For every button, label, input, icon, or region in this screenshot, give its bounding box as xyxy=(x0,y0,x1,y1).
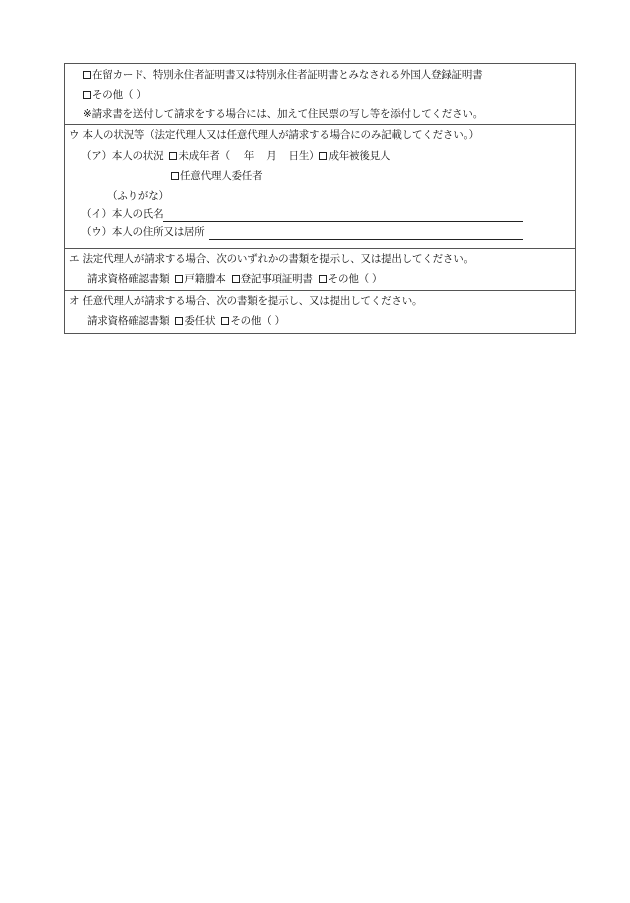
mail-request-note: ※請求書を送付して請求をする場合には、加えて住民票の写し等を添付してください。 xyxy=(83,108,483,120)
principal-name-label: （イ）本人の氏名 xyxy=(81,208,164,220)
furigana-label: （ふりがな） xyxy=(107,190,169,202)
adult-ward-checkbox[interactable] xyxy=(319,152,327,160)
voluntary-agent-docs-label: 請求資格確認書類 xyxy=(87,315,170,327)
power-of-attorney-label: 委任状 xyxy=(184,315,216,327)
legal-representative-docs-row xyxy=(87,273,382,286)
principal-of-agent-option xyxy=(171,170,262,183)
residence-card-option xyxy=(83,69,482,82)
registry-certificate-checkbox[interactable] xyxy=(232,275,240,283)
principal-status-row xyxy=(81,150,390,163)
other-document-label: その他（ ） xyxy=(92,89,147,101)
request-form-table xyxy=(64,63,576,334)
legal-other-checkbox[interactable] xyxy=(319,275,327,283)
other-document-checkbox[interactable] xyxy=(83,91,91,99)
principal-status-heading: ウ 本人の状況等（法定代理人又は任意代理人が請求する場合にのみ記載してください。） xyxy=(69,129,479,141)
voluntary-agent-heading: オ 任意代理人が請求する場合、次の書類を提示し、又は提出してください。 xyxy=(69,295,423,307)
identification-documents-section xyxy=(65,64,575,124)
principal-of-agent-label: 任意代理人委任者 xyxy=(180,170,263,182)
principal-status-section xyxy=(65,124,575,248)
other-document-option xyxy=(83,89,147,102)
registry-certificate-label: 登記事項証明書 xyxy=(240,273,313,285)
voluntary-other-checkbox[interactable] xyxy=(221,317,229,325)
family-register-checkbox[interactable] xyxy=(175,275,183,283)
voluntary-other-label: その他（ ） xyxy=(230,315,285,327)
legal-representative-docs-label: 請求資格確認書類 xyxy=(87,273,170,285)
principal-status-label: （ア）本人の状況 xyxy=(81,150,164,162)
residence-card-checkbox[interactable] xyxy=(83,71,91,79)
principal-address-field[interactable] xyxy=(209,239,523,240)
legal-other-label: その他（ ） xyxy=(327,273,383,285)
birth-day-label: 日生） xyxy=(288,150,320,162)
birth-month-label: 月 xyxy=(266,150,277,162)
birth-year-label: 年 xyxy=(243,150,255,162)
power-of-attorney-checkbox[interactable] xyxy=(175,317,183,325)
minor-checkbox[interactable] xyxy=(169,152,177,160)
principal-address-label: （ウ）本人の住所又は居所 xyxy=(81,226,205,238)
adult-ward-label: 成年被後見人 xyxy=(328,150,391,162)
family-register-label: 戸籍謄本 xyxy=(184,273,226,285)
voluntary-agent-section xyxy=(65,290,575,333)
minor-label: 未成年者（ xyxy=(178,150,230,162)
principal-name-field[interactable] xyxy=(163,221,523,222)
legal-representative-heading: エ 法定代理人が請求する場合、次のいずれかの書類を提示し、又は提出してください。 xyxy=(69,253,474,265)
principal-of-agent-checkbox[interactable] xyxy=(171,172,179,180)
voluntary-agent-docs-row xyxy=(87,315,285,328)
residence-card-label: 在留カード、特別永住者証明書又は特別永住者証明書とみなされる外国人登録証明書 xyxy=(92,69,483,81)
legal-representative-section xyxy=(65,248,575,290)
